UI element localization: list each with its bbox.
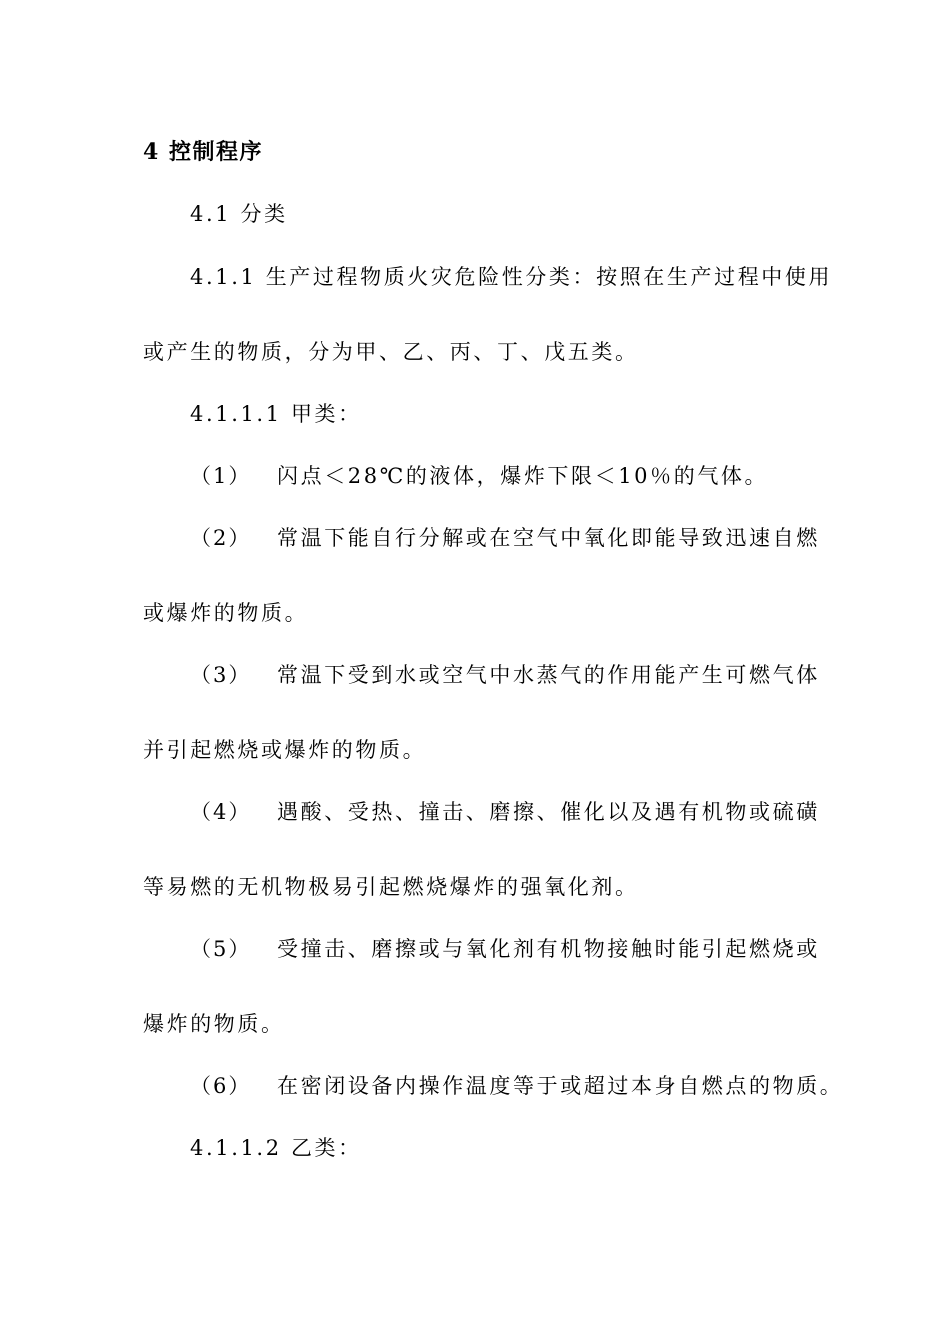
list-item-number: （2） xyxy=(190,526,252,550)
list-item-number: （5） xyxy=(190,937,252,961)
list-item-number: （1） xyxy=(190,464,252,488)
list-item-text: 遇酸、受热、撞击、磨擦、催化以及遇有机物或硫磺 xyxy=(277,800,820,824)
list-item-text: 在密闭设备内操作温度等于或超过本身自燃点的物质。 xyxy=(277,1074,844,1098)
subsection-heading-4-1-1-2: 4.1.1.2 乙类： xyxy=(190,1136,362,1160)
subsection-heading-4-1: 4.1 分类 xyxy=(190,202,288,226)
paragraph-4-1-1-line-2: 或产生的物质，分为甲、乙、丙、丁、戊五类。 xyxy=(143,340,639,364)
list-item-continuation: 并引起燃烧或爆炸的物质。 xyxy=(143,738,427,762)
list-item-number: （4） xyxy=(190,800,252,824)
list-item-continuation: 等易燃的无机物极易引起燃烧爆炸的强氧化剂。 xyxy=(143,875,639,899)
list-item-number: （3） xyxy=(190,663,252,687)
list-item-text: 闪点＜28℃的液体，爆炸下限＜10％的气体。 xyxy=(277,464,769,488)
section-heading: 4 控制程序 xyxy=(143,139,263,165)
list-item-continuation: 或爆炸的物质。 xyxy=(143,601,309,625)
subsection-heading-4-1-1-1: 4.1.1.1 甲类： xyxy=(190,402,362,426)
list-item-number: （6） xyxy=(190,1074,252,1098)
list-item-text: 常温下受到水或空气中水蒸气的作用能产生可燃气体 xyxy=(277,663,820,687)
paragraph-4-1-1-line-1: 4.1.1 生产过程物质火灾危险性分类：按照在生产过程中使用 xyxy=(190,265,833,289)
list-item-text: 常温下能自行分解或在空气中氧化即能导致迅速自燃 xyxy=(277,526,820,550)
list-item-continuation: 爆炸的物质。 xyxy=(143,1012,285,1036)
list-item-text: 受撞击、磨擦或与氧化剂有机物接触时能引起燃烧或 xyxy=(277,937,820,961)
